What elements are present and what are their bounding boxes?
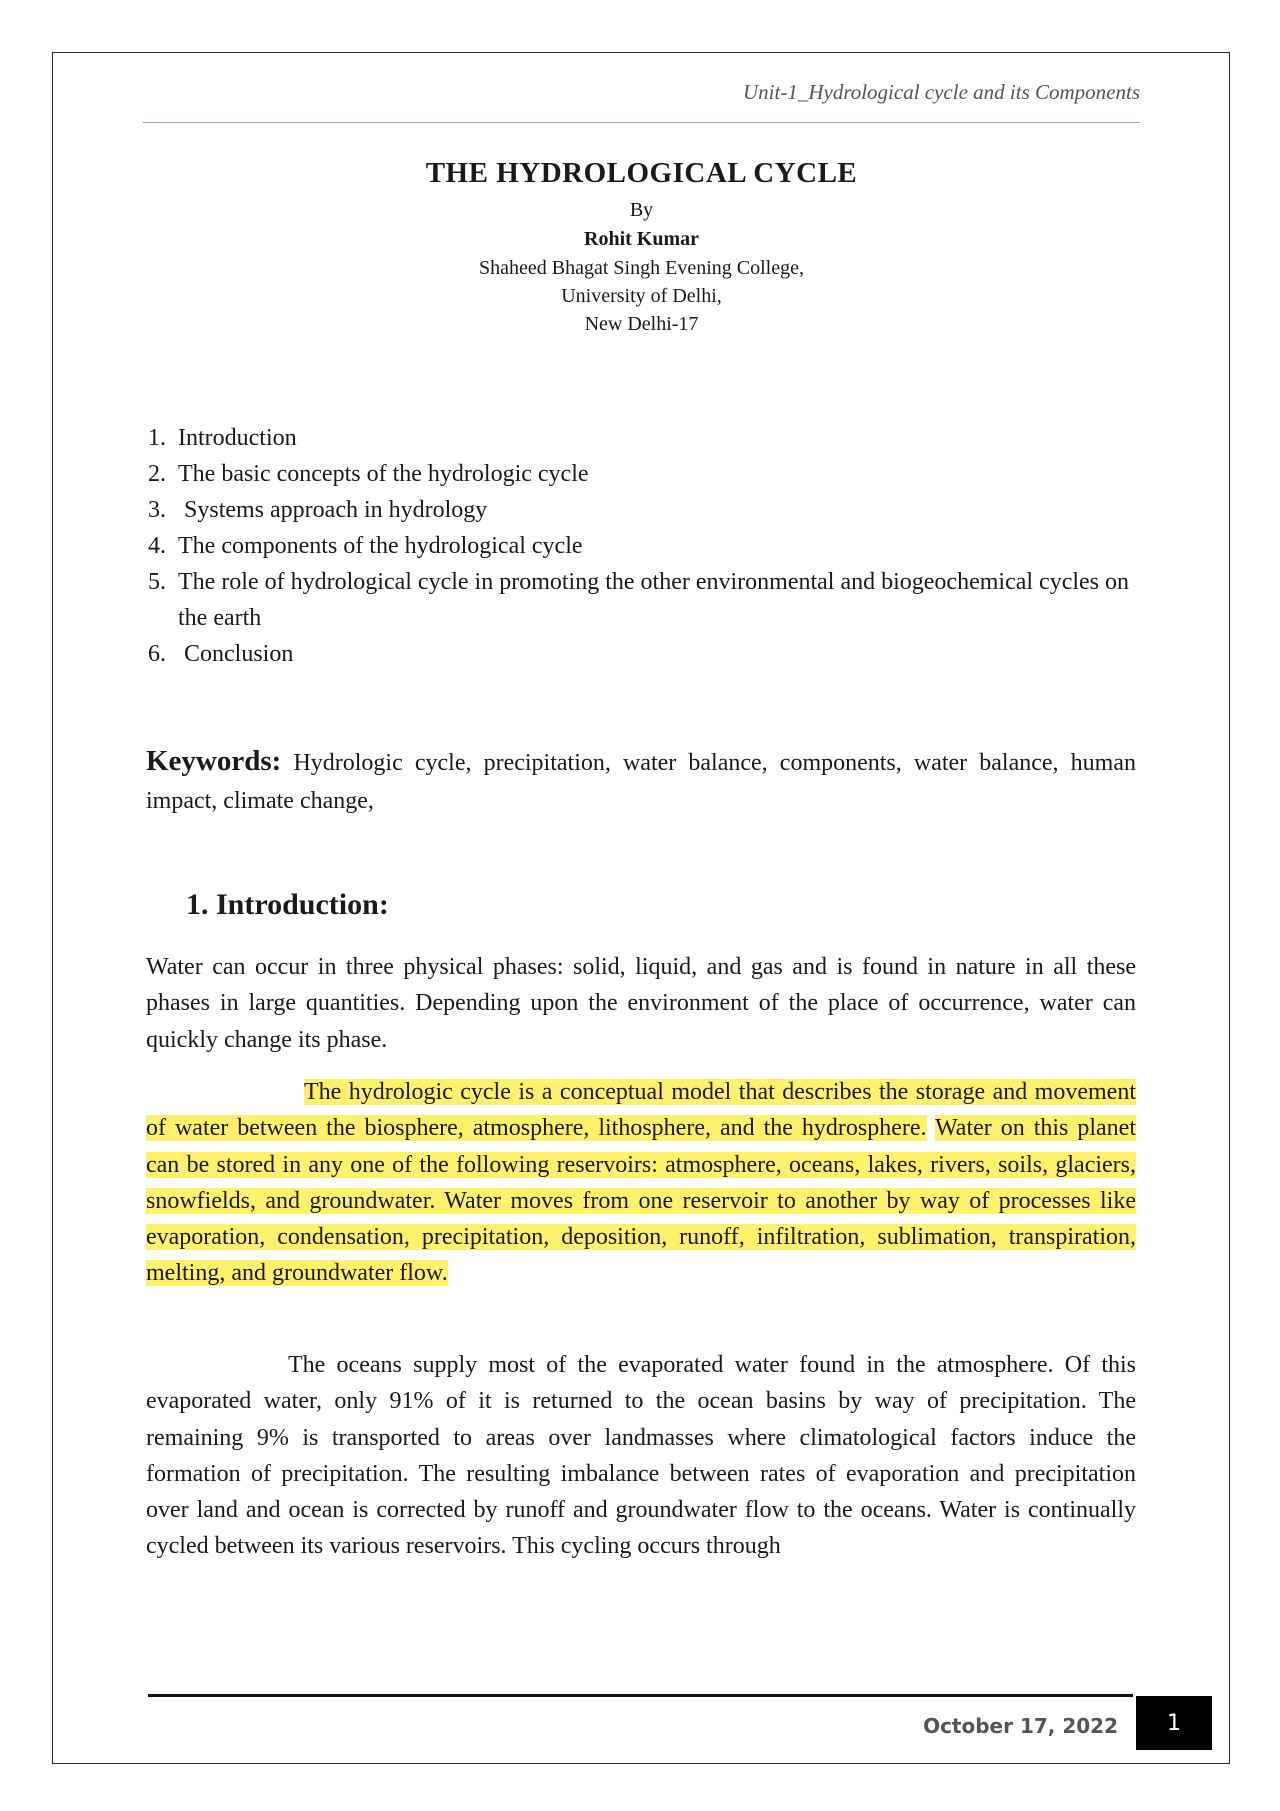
toc-item-text: Conclusion	[178, 641, 294, 667]
toc-item-number: 6.	[148, 641, 166, 667]
highlighted-text: Water on this planet can be stored in any one of the following reservoirs: atmosphere, oceans, lakes, rivers, soils, glaciers, snowfields, and groundwater. Water moves from one reservoir to another by way of processes like evaporation, condensation, precipitation, deposition, runoff, infiltration, sublimation, transpiration, melting, and groundwater flow.	[146, 1115, 1136, 1287]
toc-item	[148, 492, 1138, 528]
document-title: THE HYDROLOGICAL CYCLE	[425, 157, 858, 189]
city-name: New Delhi-17	[584, 313, 699, 335]
highlighted-paragraph	[146, 1074, 1136, 1292]
footer-divider	[148, 1694, 1133, 1697]
footer-date: October 17, 2022	[923, 1714, 1118, 1738]
toc-item-number: 1.	[148, 425, 166, 451]
toc-item-number: 2.	[148, 461, 166, 487]
body-paragraph: Water can occur in three physical phases: solid, liquid, and gas and is found in nature in all these phases in large quantities. Depending upon the environment of the place of occurrence, water can quickly change its phase.	[146, 954, 1136, 1053]
college-name: Shaheed Bhagat Singh Evening College,	[479, 257, 804, 279]
header-divider	[143, 122, 1140, 123]
section-heading-introduction: 1. Introduction:	[186, 888, 389, 921]
page-number-badge	[1136, 1696, 1212, 1750]
toc-item	[148, 420, 1138, 456]
table-of-contents	[148, 420, 1138, 672]
toc-item	[148, 456, 1138, 492]
highlighted-text: The hydrologic cycle is a conceptual model that describes the storage and movement of water between the biosphere, atmosphere, lithosphere, and the hydrosphere.	[146, 1079, 1136, 1142]
author-name: Rohit Kumar	[584, 228, 699, 250]
by-line: By	[629, 199, 654, 221]
title-block	[143, 150, 1140, 338]
toc-item-number: 4.	[148, 533, 166, 559]
university-name: University of Delhi,	[561, 285, 722, 307]
keywords-paragraph	[146, 742, 1136, 820]
keywords-label: Keywords:	[146, 745, 282, 777]
running-header: Unit-1_Hydrological cycle and its Components	[743, 80, 1140, 104]
toc-item-text: Systems approach in hydrology	[178, 497, 488, 523]
toc-item	[148, 564, 1138, 636]
page-number: 1	[1167, 1710, 1181, 1736]
toc-item-text: The basic concepts of the hydrologic cycle	[178, 461, 589, 487]
keywords-text: Hydrologic cycle, precipitation, water balance, components, water balance, human impact, climate change,	[146, 750, 1136, 814]
toc-item	[148, 528, 1138, 564]
toc-item-number: 3.	[148, 497, 166, 523]
toc-item-text: Introduction	[178, 425, 297, 451]
body-paragraph: The oceans supply most of the evaporated water found in the atmosphere. Of this evaporated water, only 91% of it is returned to the ocean basins by way of precipitation. The remaining 9% is transported to areas over landmasses where climatological factors induce the formation of precipitation. The resulting imbalance between rates of evaporation and precipitation over land and ocean is corrected by runoff and groundwater flow to the oceans. Water is continually cycled between its various reservoirs. This cycling occurs through	[146, 1352, 1136, 1560]
toc-item-text: The components of the hydrological cycle	[178, 533, 583, 559]
toc-item-text: The role of hydrological cycle in promoting the other environmental and biogeochemical cycles on the earth	[178, 569, 1130, 631]
toc-item-number: 5.	[148, 569, 166, 595]
toc-item	[148, 636, 1138, 672]
